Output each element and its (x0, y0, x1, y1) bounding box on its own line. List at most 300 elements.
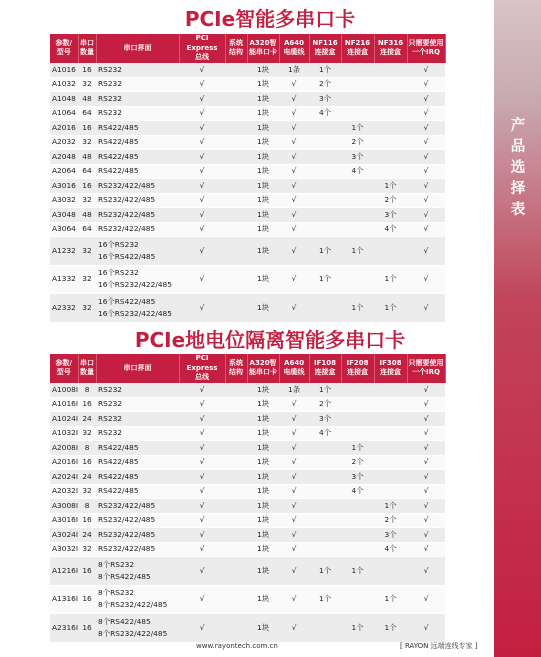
model-cell: A2016 (50, 121, 78, 136)
table-cell: 1个 (374, 265, 407, 294)
interface-cell: RS232/422/485 (96, 513, 179, 528)
table-cell: √ (407, 557, 445, 586)
table-cell: 1个 (374, 179, 407, 194)
table-cell (225, 121, 247, 136)
table-cell (225, 193, 247, 208)
interface-cell: RS422/485 (96, 135, 179, 150)
table-cell: √ (179, 499, 225, 514)
model-cell: A3016 (50, 179, 78, 194)
column-header: 串口 数量 (78, 34, 96, 63)
table-cell: 3个 (374, 208, 407, 223)
side-tab (494, 0, 541, 657)
table-row (50, 237, 445, 266)
table-row (50, 150, 445, 165)
model-cell: A1064 (50, 106, 78, 121)
table-cell: 1块 (247, 77, 279, 92)
column-header: A640 电缆线 (279, 34, 309, 63)
table-cell: 1块 (247, 542, 279, 557)
table-cell: √ (407, 77, 445, 92)
interface-cell: RS422/485 (96, 441, 179, 456)
interface-cell: RS422/485 (96, 164, 179, 179)
table-cell: √ (179, 77, 225, 92)
table-cell: √ (279, 470, 309, 485)
interface-cell: RS232/422/485 (96, 528, 179, 543)
table-cell: 24 (78, 470, 96, 485)
table-cell: 4个 (309, 106, 341, 121)
table-cell: 1个 (309, 63, 341, 78)
interface-cell: RS422/485 (96, 484, 179, 499)
table-cell (225, 585, 247, 614)
table-cell: 32 (78, 77, 96, 92)
table-cell: 1个 (341, 121, 374, 136)
table-cell: 8 (78, 383, 96, 398)
table-cell (309, 179, 341, 194)
table-cell: 2个 (309, 77, 341, 92)
table-row (50, 484, 445, 499)
table-cell (225, 455, 247, 470)
table-row (50, 585, 445, 614)
table-cell: 16 (78, 179, 96, 194)
table-cell: 1块 (247, 484, 279, 499)
table-row (50, 208, 445, 223)
table-cell: 1个 (309, 585, 341, 614)
column-header: A320智 能串口卡 (247, 354, 279, 383)
model-cell: A1016 (50, 63, 78, 78)
table-cell: √ (279, 542, 309, 557)
table-cell (341, 193, 374, 208)
table-cell (309, 441, 341, 456)
table-cell (374, 106, 407, 121)
table-row (50, 412, 445, 427)
table-cell: √ (179, 412, 225, 427)
table-cell (225, 222, 247, 237)
table-cell: 1块 (247, 455, 279, 470)
table-cell: √ (179, 484, 225, 499)
table-cell (225, 164, 247, 179)
table-row (50, 121, 445, 136)
table-row (50, 499, 445, 514)
model-cell: A3024I (50, 528, 78, 543)
table-cell: √ (407, 470, 445, 485)
model-cell: A2032I (50, 484, 78, 499)
model-cell: A2008I (50, 441, 78, 456)
table-cell: 1块 (247, 222, 279, 237)
table-cell (309, 614, 341, 643)
table-row (50, 92, 445, 107)
table-cell (374, 135, 407, 150)
table-cell: 1块 (247, 397, 279, 412)
table-cell: √ (179, 585, 225, 614)
table-cell: 1个 (309, 265, 341, 294)
table-cell (374, 150, 407, 165)
interface-cell: 8个RS422/485 8个RS232/422/485 (96, 614, 179, 643)
table-cell (225, 528, 247, 543)
table-cell: √ (179, 441, 225, 456)
table-cell: 2个 (341, 455, 374, 470)
table-cell: √ (407, 426, 445, 441)
table-row (50, 528, 445, 543)
table-cell: √ (407, 150, 445, 165)
table-cell: √ (279, 412, 309, 427)
column-header: 串口 数量 (78, 354, 96, 383)
table-cell (309, 484, 341, 499)
table-cell: 1个 (309, 237, 341, 266)
table-cell: 1条 (279, 383, 309, 398)
model-cell: A3048 (50, 208, 78, 223)
table-cell: 2个 (374, 513, 407, 528)
product-table-pcie-smart (50, 34, 446, 323)
model-cell: A1332 (50, 265, 78, 294)
model-cell: A1232 (50, 237, 78, 266)
table-cell: √ (279, 121, 309, 136)
table-cell: 8 (78, 441, 96, 456)
table-cell: √ (179, 237, 225, 266)
table-cell: 1个 (374, 585, 407, 614)
table-cell (341, 542, 374, 557)
table-cell: √ (179, 397, 225, 412)
table-cell (341, 383, 374, 398)
table-cell: 1块 (247, 412, 279, 427)
column-header: 参数/ 型号 (50, 354, 78, 383)
table-cell: 1块 (247, 121, 279, 136)
interface-cell: 16个RS422/485 16个RS232/422/485 (96, 294, 179, 323)
table-cell: √ (179, 455, 225, 470)
table-cell (225, 135, 247, 150)
interface-cell: RS232/422/485 (96, 179, 179, 194)
table-cell: √ (407, 265, 445, 294)
table-cell: 16 (78, 557, 96, 586)
table-cell: √ (279, 77, 309, 92)
table-cell: √ (407, 499, 445, 514)
table-cell: √ (179, 513, 225, 528)
table-cell (225, 63, 247, 78)
table-cell: 3个 (341, 150, 374, 165)
table-cell (225, 397, 247, 412)
table-cell: 16 (78, 585, 96, 614)
table-cell: √ (179, 265, 225, 294)
table-cell: √ (407, 383, 445, 398)
table-row (50, 135, 445, 150)
table-row (50, 179, 445, 194)
table-header-row (50, 34, 445, 63)
table-cell: 1个 (309, 557, 341, 586)
interface-cell: RS232/422/485 (96, 208, 179, 223)
table-cell: √ (407, 92, 445, 107)
table-cell (309, 499, 341, 514)
side-tab-label: 产 品 选 择 表 (510, 118, 526, 218)
table-cell: 1块 (247, 294, 279, 323)
table-cell: √ (279, 135, 309, 150)
table-cell (341, 499, 374, 514)
table-cell: 1个 (341, 294, 374, 323)
table-cell (374, 237, 407, 266)
table-cell: 3个 (374, 528, 407, 543)
table-cell: 4个 (341, 484, 374, 499)
table-cell: 2个 (374, 193, 407, 208)
table-cell (309, 121, 341, 136)
table-cell: 1块 (247, 585, 279, 614)
table-row (50, 542, 445, 557)
table-cell: 2个 (341, 135, 374, 150)
table-row (50, 106, 445, 121)
table-cell: 1块 (247, 499, 279, 514)
table-cell: 1块 (247, 470, 279, 485)
table-cell (309, 150, 341, 165)
column-header: 串口界面 (96, 354, 179, 383)
column-header: NF316 连接盒 (374, 34, 407, 63)
interface-cell: RS232 (96, 383, 179, 398)
table-cell (225, 470, 247, 485)
table-cell: 64 (78, 106, 96, 121)
interface-cell: RS232 (96, 63, 179, 78)
table-cell: 8 (78, 499, 96, 514)
table-cell (374, 397, 407, 412)
model-cell: A2064 (50, 164, 78, 179)
interface-cell: 8个RS232 8个RS232/422/485 (96, 585, 179, 614)
interface-cell: RS422/485 (96, 121, 179, 136)
table-cell: √ (279, 513, 309, 528)
table-cell: √ (407, 193, 445, 208)
table-row (50, 77, 445, 92)
column-header: IF108 连接盒 (309, 354, 341, 383)
table-cell (309, 208, 341, 223)
table-cell (374, 383, 407, 398)
table-cell: √ (279, 499, 309, 514)
interface-cell: RS232 (96, 397, 179, 412)
table-cell (374, 92, 407, 107)
table-cell (225, 557, 247, 586)
table-cell: 32 (78, 542, 96, 557)
table-cell: 48 (78, 150, 96, 165)
table-cell (309, 222, 341, 237)
table-cell: √ (179, 150, 225, 165)
table-cell (225, 383, 247, 398)
table-cell: 32 (78, 484, 96, 499)
table-cell (341, 585, 374, 614)
table-row (50, 222, 445, 237)
table-cell: √ (279, 92, 309, 107)
interface-cell: RS232 (96, 426, 179, 441)
table-cell: √ (407, 121, 445, 136)
model-cell: A1048 (50, 92, 78, 107)
table-cell: √ (407, 484, 445, 499)
table-cell (341, 77, 374, 92)
table-cell: 1块 (247, 179, 279, 194)
table-cell: 48 (78, 208, 96, 223)
column-header: 串口界面 (96, 34, 179, 63)
model-cell: A3032 (50, 193, 78, 208)
model-cell: A1032 (50, 77, 78, 92)
table-cell: √ (279, 585, 309, 614)
column-header: A320智 能串口卡 (247, 34, 279, 63)
table-cell: 16 (78, 63, 96, 78)
table-cell (341, 528, 374, 543)
table-cell: √ (407, 455, 445, 470)
table-cell (374, 63, 407, 78)
table-cell: 48 (78, 92, 96, 107)
table-cell: √ (279, 222, 309, 237)
table-cell: √ (407, 237, 445, 266)
table-cell: √ (179, 63, 225, 78)
interface-cell: RS422/485 (96, 455, 179, 470)
table-cell (225, 150, 247, 165)
table-cell: √ (179, 106, 225, 121)
table-cell: √ (179, 528, 225, 543)
table-cell: 4个 (341, 164, 374, 179)
table-cell: 1个 (341, 557, 374, 586)
model-cell: A1316I (50, 585, 78, 614)
column-header: 参数/ 型号 (50, 34, 78, 63)
table-cell: 1个 (341, 441, 374, 456)
table-cell: 4个 (374, 542, 407, 557)
table-cell: 1个 (374, 294, 407, 323)
model-cell: A1016I (50, 397, 78, 412)
table-cell: 3个 (309, 92, 341, 107)
table-cell (309, 135, 341, 150)
table-row (50, 265, 445, 294)
table-cell: √ (407, 441, 445, 456)
table-cell: 4个 (374, 222, 407, 237)
table-cell: 32 (78, 294, 96, 323)
interface-cell: RS422/485 (96, 470, 179, 485)
table-cell: √ (279, 484, 309, 499)
table-cell: √ (279, 193, 309, 208)
table-cell (225, 499, 247, 514)
interface-cell: RS232 (96, 92, 179, 107)
table-cell: 1块 (247, 426, 279, 441)
table-cell: 1块 (247, 265, 279, 294)
model-cell: A2316I (50, 614, 78, 643)
column-header: IF308 连接盒 (374, 354, 407, 383)
table-cell: √ (179, 557, 225, 586)
column-header: PCI Express 总线 (179, 34, 225, 63)
footer-brand: [ RAYON 远端连线专家 ] (400, 642, 478, 650)
table-row (50, 470, 445, 485)
table-cell (309, 528, 341, 543)
column-header: 系统 结构 (225, 34, 247, 63)
table-cell: √ (407, 179, 445, 194)
model-cell: A1216I (50, 557, 78, 586)
table-cell (341, 106, 374, 121)
table-cell (225, 92, 247, 107)
table-cell: √ (407, 397, 445, 412)
table-cell: √ (279, 208, 309, 223)
table-cell: 16 (78, 614, 96, 643)
footer-url: www.rayontech.com.cn (196, 642, 278, 650)
table-cell (225, 614, 247, 643)
table-cell: √ (279, 528, 309, 543)
table-cell: 32 (78, 193, 96, 208)
table-cell (225, 294, 247, 323)
table-header-row (50, 354, 445, 383)
table-cell: √ (407, 412, 445, 427)
table-cell: 1块 (247, 150, 279, 165)
model-cell: A3008I (50, 499, 78, 514)
column-header: NF216 连接盒 (341, 34, 374, 63)
table-cell (225, 484, 247, 499)
table-cell: √ (179, 383, 225, 398)
table-cell (341, 412, 374, 427)
interface-cell: RS422/485 (96, 150, 179, 165)
table-cell: √ (279, 397, 309, 412)
interface-cell: 16个RS232 16个RS422/485 (96, 237, 179, 266)
table-cell: 1个 (374, 614, 407, 643)
table-cell (309, 455, 341, 470)
table-cell (374, 484, 407, 499)
table-cell (341, 265, 374, 294)
table-cell (374, 412, 407, 427)
model-cell: A2016I (50, 455, 78, 470)
table-cell: 16 (78, 397, 96, 412)
model-cell: A2032 (50, 135, 78, 150)
table-cell (309, 294, 341, 323)
table-cell: √ (407, 614, 445, 643)
table-row (50, 441, 445, 456)
table-cell: √ (407, 513, 445, 528)
interface-cell: RS232/422/485 (96, 222, 179, 237)
table-cell: √ (179, 426, 225, 441)
table-cell (374, 77, 407, 92)
table-cell: 64 (78, 222, 96, 237)
table-cell: 1块 (247, 513, 279, 528)
table-cell: 1个 (309, 383, 341, 398)
table-cell (341, 208, 374, 223)
table-cell (374, 121, 407, 136)
table-cell (341, 426, 374, 441)
column-header: NF116 连接盒 (309, 34, 341, 63)
column-header: PCI Express 总线 (179, 354, 225, 383)
model-cell: A1024I (50, 412, 78, 427)
table-cell (341, 222, 374, 237)
table-cell: √ (407, 542, 445, 557)
table-row (50, 614, 445, 643)
model-cell: A2024I (50, 470, 78, 485)
section-title-pcie-isolated: PCIe地电位隔离智能多串口卡 (134, 328, 406, 352)
table-cell: 1块 (247, 383, 279, 398)
table-cell: √ (179, 470, 225, 485)
table-cell: √ (279, 150, 309, 165)
table-cell: √ (179, 179, 225, 194)
table-cell: 1个 (341, 614, 374, 643)
table-cell: √ (407, 164, 445, 179)
table-cell: 4个 (309, 426, 341, 441)
table-cell: 1块 (247, 614, 279, 643)
table-cell (225, 179, 247, 194)
model-cell: A3064 (50, 222, 78, 237)
table-cell: 1块 (247, 63, 279, 78)
model-cell: A2048 (50, 150, 78, 165)
model-cell: A3032I (50, 542, 78, 557)
interface-cell: RS232 (96, 412, 179, 427)
interface-cell: RS232/422/485 (96, 193, 179, 208)
table-cell (309, 513, 341, 528)
table-cell: √ (407, 222, 445, 237)
table-cell: 3个 (309, 412, 341, 427)
table-row (50, 426, 445, 441)
table-row (50, 63, 445, 78)
table-cell (225, 426, 247, 441)
interface-cell: 8个RS232 8个RS422/485 (96, 557, 179, 586)
table-cell: 1块 (247, 135, 279, 150)
table-cell: 32 (78, 237, 96, 266)
column-header: 只需要使用 一个IRQ (407, 34, 445, 63)
table-cell: 1块 (247, 106, 279, 121)
column-header: IF208 连接盒 (341, 354, 374, 383)
table-cell: 16 (78, 513, 96, 528)
table-row (50, 383, 445, 398)
table-cell (374, 426, 407, 441)
table-cell: √ (179, 92, 225, 107)
